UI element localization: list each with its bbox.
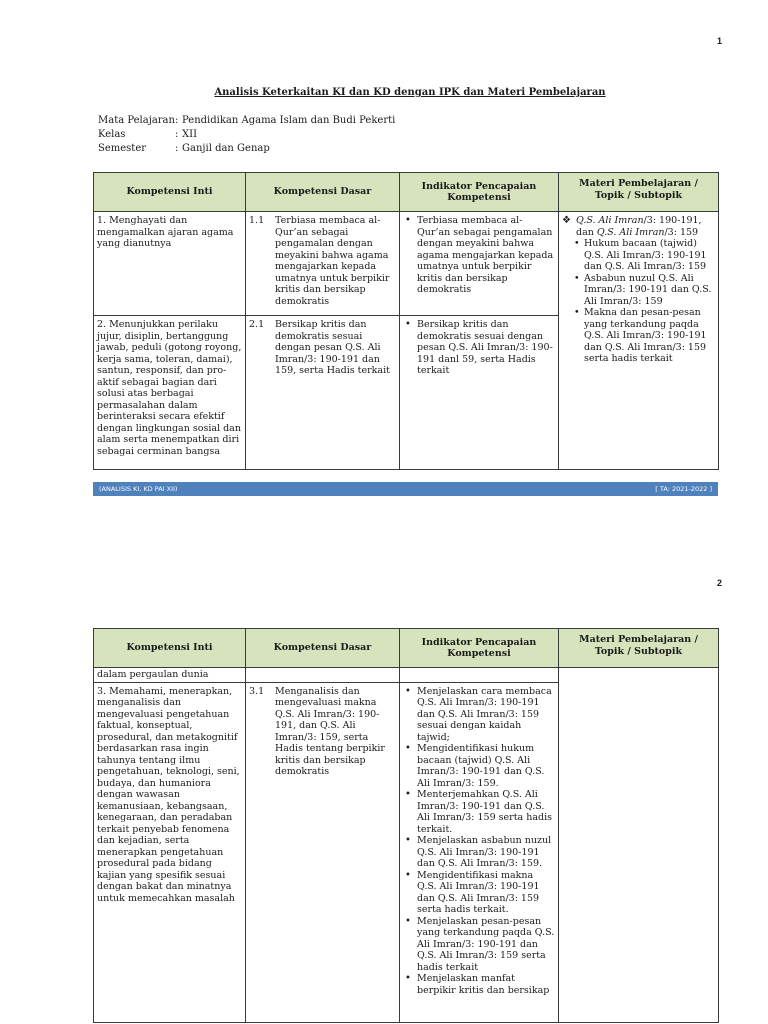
header-ki: Kompetensi Inti — [94, 629, 246, 668]
meta-value: Ganjil dan Genap — [182, 143, 270, 154]
ipk-item: • Menjelaskan cara membaca Q.S. Ali Imran/3: 190-191 dan Q.S. Ali Imran/3: 159 sesuai dengan kaidah tajwid; — [417, 686, 555, 744]
materi-subtopics — [562, 238, 715, 365]
competency-table-page2 — [93, 628, 719, 1023]
materi-surah-1: Q.S. Ali Imran — [576, 215, 644, 226]
ipk-cell — [400, 682, 559, 1022]
ipk-item: • Mengidentifikasi makna Q.S. Ali Imran/3: 190-191 dan Q.S. Ali Imran/3: 159 serta hadis terkait. — [417, 870, 555, 916]
header-ki: Kompetensi Inti — [94, 173, 246, 212]
footer-bar — [93, 482, 718, 496]
page-number-1: 1 — [717, 36, 723, 46]
materi-item: • Makna dan pesan-pesan yang terkandung paqda Q.S. Ali Imran/3: 190-191 dan Q.S. Ali Imran/3: 159 serta hadis terkait — [584, 307, 715, 365]
header-ipk: Indikator Pencapaian Kompetensi — [400, 173, 559, 212]
metadata-block — [98, 114, 395, 156]
kd-empty-cell — [246, 668, 400, 683]
page-number-2: 2 — [717, 578, 723, 588]
ki-cell: 2. Menunjukkan perilaku jujur, disiplin, bertanggung jawab, peduli (gotong royong, kerja sama, toleran, damai), santun, responsif, dan pro-aktif sebagai bagian dari solusi atas berbagai permasalahan dalam berinteraksi secara efektif dengan lingkungan sosial dan alam serta menempatkan diri sebagai cerminan bangsa — [94, 316, 246, 470]
ipk-item: • Menjelaskan manfat berpikir kritis dan bersikap — [417, 973, 555, 996]
meta-colon: : — [175, 115, 179, 126]
kd-number: 3.1 — [249, 685, 265, 697]
meta-colon: : — [175, 129, 179, 140]
kd-text: Menganalisis dan mengevaluasi makna Q.S. Ali Imran/3: 190-191, dan Q.S. Ali Imran/3: 159, serta Hadis tentang berpikir kritis dan bersikap demokratis — [275, 685, 385, 777]
meta-colon: : — [175, 143, 179, 154]
meta-row-class — [98, 128, 395, 142]
materi-main — [562, 215, 715, 238]
meta-value: XII — [182, 129, 198, 140]
footer-right: [ TA: 2021-2022 ] — [655, 485, 712, 493]
ipk-item: • Terbiasa membaca al-Qur’an sebagai pengamalan dengan meyakini bahwa agama mengajarkan kepada umatnya untuk berpikir kritis dan bersikap demokratis — [417, 215, 555, 296]
meta-label: Mata Pelajaran — [98, 115, 175, 126]
ipk-item: • Menjelaskan asbabun nuzul Q.S. Ali Imran/3: 190-191 dan Q.S. Ali Imran/3: 159. — [417, 835, 555, 870]
kd-text: Bersikap kritis dan demokratis sesuai dengan pesan Q.S. Ali Imran/3: 190-191 dan 159, serta Hadis terkait — [275, 319, 390, 376]
footer-left: (ANALISIS KI, KD PAI XII) — [99, 485, 178, 493]
competency-table-page1 — [93, 172, 719, 470]
header-materi: Materi Pembelajaran / Topik / Subtopik — [559, 629, 719, 668]
header-kd: Kompetensi Dasar — [246, 629, 400, 668]
materi-verse-1: /3: 190-191, — [643, 215, 702, 226]
header-ipk: Indikator Pencapaian Kompetensi — [400, 629, 559, 668]
meta-label: Semester — [98, 143, 147, 154]
materi-item: • Hukum bacaan (tajwid) Q.S. Ali Imran/3: 190-191 dan Q.S. Ali Imran/3: 159 — [584, 238, 715, 273]
materi-item: • Asbabun nuzul Q.S. Ali Imran/3: 190-191 dan Q.S. Ali Imran/3: 159 — [584, 273, 715, 308]
ipk-item: • Mengidentifikasi hukum bacaan (tajwid) Q.S. Ali Imran/3: 190-191 dan Q.S. Ali Imran/3: 159. — [417, 743, 555, 789]
meta-row-semester — [98, 142, 395, 156]
ki-cell: 3. Memahami, menerapkan, menganalisis dan mengevaluasi pengetahuan faktual, konseptual, prosedural, dan metakognitif berdasarkan rasa ingin tahunya tentang ilmu pengetahuan, teknologi, seni, budaya, dan humaniora dengan wawasan kemanusiaan, kebangsaan, kenegaraan, dan peradaban terkait penyebab fenomena dan kejadian, serta menerapkan pengetahuan prosedural pada bidang kajian yang spesifik sesuai dengan bakat dan minatnya untuk memecahkan masalah — [94, 682, 246, 1022]
kd-number: 1.1 — [249, 215, 265, 226]
header-materi: Materi Pembelajaran / Topik / Subtopik — [559, 173, 719, 212]
meta-value: Pendidikan Agama Islam dan Budi Pekerti — [182, 115, 396, 126]
materi-surah-2: Q.S. Ali Imran — [596, 226, 665, 238]
materi-conj: dan — [576, 226, 597, 238]
kd-cell — [246, 316, 400, 470]
kd-cell — [246, 212, 400, 316]
kd-text: Terbiasa membaca al-Qur’an sebagai pengamalan dengan meyakini bahwa agama mengajarkan kepada umatnya untuk berpikir kritis dan bersikap demokratis — [275, 215, 390, 307]
ki-cell: 1. Menghayati dan mengamalkan ajaran agama yang dianutnya — [94, 212, 246, 316]
ki-continuation-cell: dalam pergaulan dunia — [94, 668, 246, 683]
diamond-bullet-icon: ❖ — [562, 215, 571, 226]
materi-verse-2: /3: 159 — [664, 226, 699, 238]
ipk-item: • Bersikap kritis dan demokratis sesuai dengan pesan Q.S. Ali Imran/3: 190-191 danl 59, serta Hadis terkait — [417, 319, 555, 377]
ipk-list — [403, 686, 555, 997]
meta-label: Kelas — [98, 129, 126, 140]
ipk-empty-cell — [400, 668, 559, 683]
kd-cell — [246, 682, 400, 1022]
kd-number: 2.1 — [249, 319, 265, 330]
document-title: Analisis Keterkaitan KI dan KD dengan IPK dan Materi Pembelajaran — [214, 87, 606, 98]
ipk-item: • Menterjemahkan Q.S. Ali Imran/3: 190-191 dan Q.S. Ali Imran/3: 159 serta hadis terkait. — [417, 789, 555, 835]
materi-empty-cell — [559, 668, 719, 1023]
ipk-cell — [400, 316, 559, 470]
ipk-item: • Menjelaskan pesan-pesan yang terkandung paqda Q.S. Ali Imran/3: 190-191 dan Q.S. Ali Imran/3: 159 serta hadis terkait — [417, 916, 555, 974]
header-kd: Kompetensi Dasar — [246, 173, 400, 212]
meta-row-subject — [98, 114, 395, 128]
materi-cell — [559, 212, 719, 470]
ipk-cell — [400, 212, 559, 316]
